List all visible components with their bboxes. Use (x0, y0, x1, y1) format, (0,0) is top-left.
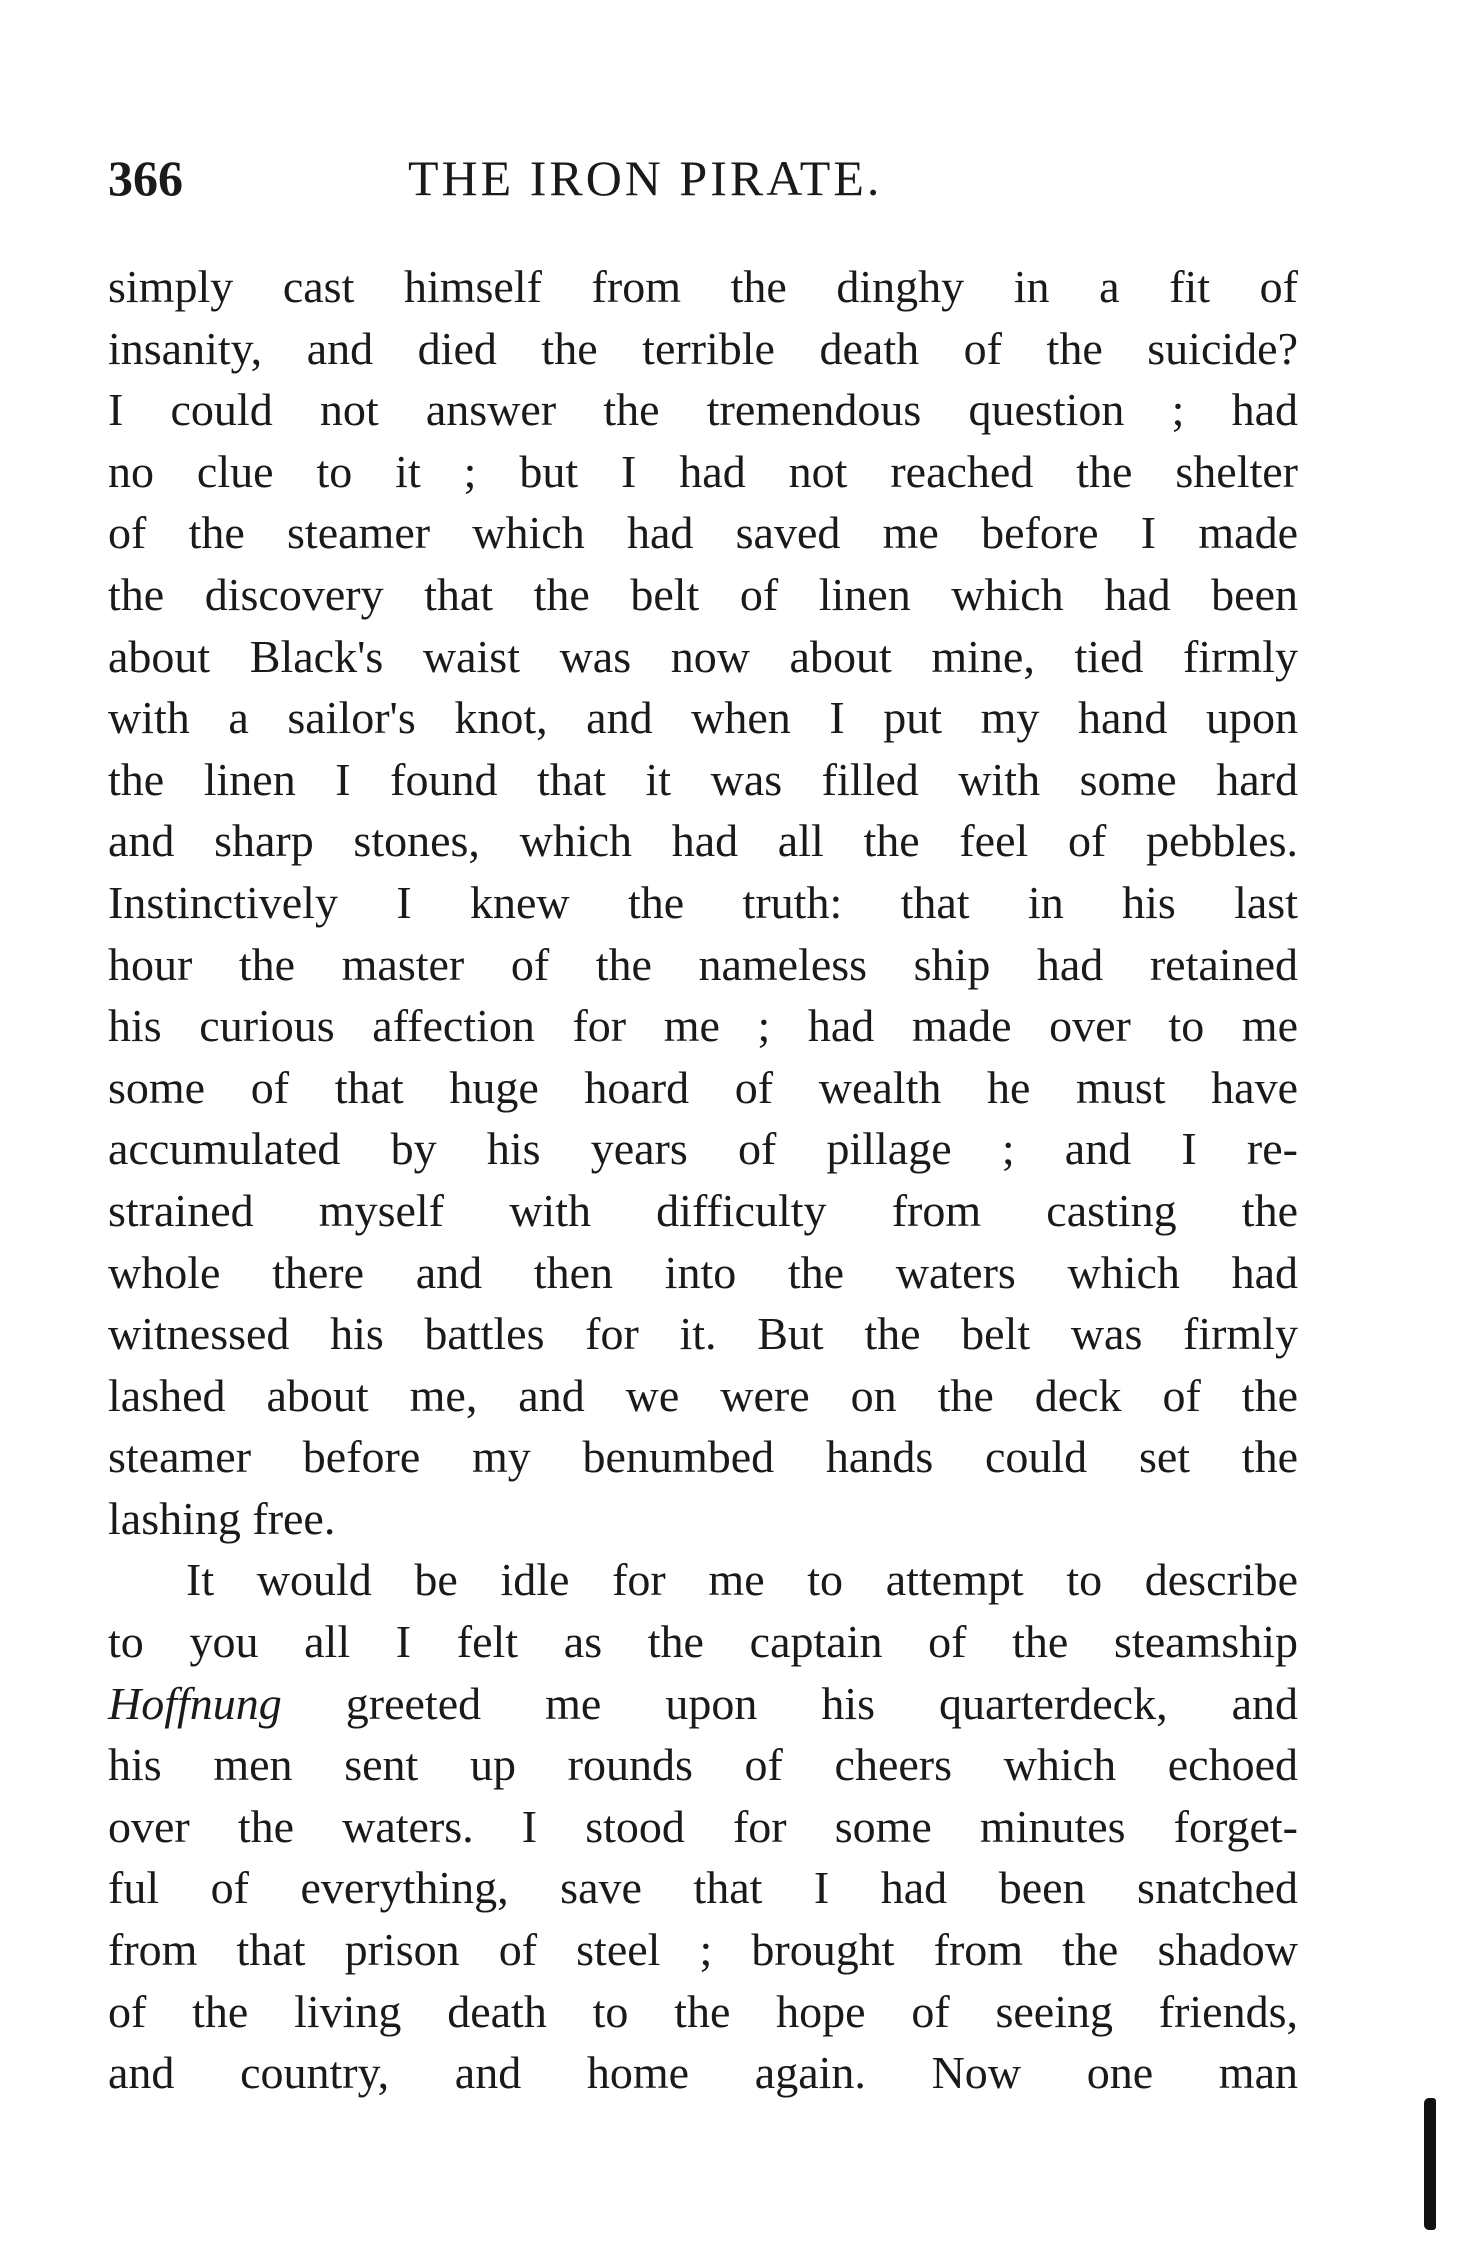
text-line: hour the master of the nameless ship had retained (108, 938, 1298, 990)
page-edge-mark (1424, 2098, 1436, 2230)
text-line: his curious affection for me ; had made over to me (108, 1000, 1298, 1052)
text-line: of the steamer which had saved me before I made (108, 507, 1298, 559)
page-number: 366 (108, 150, 183, 206)
text-line: lashing free. (108, 1492, 336, 1544)
page-header (108, 148, 1358, 208)
text-line: the linen I found that it was filled with some hard (108, 753, 1298, 805)
text-line: It would be idle for me to attempt to describe (186, 1554, 1298, 1606)
text-line: no clue to it ; but I had not reached the shelter (108, 445, 1298, 497)
text-line: insanity, and died the terrible death of the suicide? (108, 322, 1298, 374)
text-line: ful of everything, save that I had been snatched (108, 1862, 1298, 1914)
text-line: lashed about me, and we were on the deck of the (108, 1369, 1298, 1421)
paragraph-2 (108, 1549, 1298, 2103)
text-line: to you all I felt as the captain of the steamship (108, 1616, 1298, 1668)
paragraph-1 (108, 256, 1298, 1549)
text-line: strained myself with difficulty from casting the (108, 1184, 1298, 1236)
text-line: with a sailor's knot, and when I put my hand upon (108, 692, 1298, 744)
text-line: the discovery that the belt of linen which had been (108, 568, 1298, 620)
text-line: steamer before my benumbed hands could set the (108, 1431, 1298, 1483)
body-text (108, 256, 1298, 2104)
running-title: THE IRON PIRATE. (408, 150, 883, 206)
text-line: and sharp stones, which had all the feel of pebbles. (108, 815, 1298, 867)
text-line: simply cast himself from the dinghy in a fit of (108, 261, 1298, 312)
text-line: I could not answer the tremendous question ; had (108, 384, 1298, 436)
text-line: witnessed his battles for it. But the belt was firmly (108, 1308, 1298, 1360)
text-line: whole there and then into the waters which had (108, 1246, 1298, 1298)
text-line: some of that huge hoard of wealth he must have (108, 1061, 1298, 1113)
text-line: of the living death to the hope of seeing friends, (108, 1985, 1298, 2037)
text-line: from that prison of steel ; brought from the shadow (108, 1924, 1298, 1976)
text-line: over the waters. I stood for some minutes forget- (108, 1800, 1298, 1852)
text-line: and country, and home again. Now one man (108, 2047, 1298, 2099)
text-line: Instinctively I knew the truth: that in his last (108, 876, 1298, 928)
text-fragment: greeted me upon his quarterdeck, and (281, 1677, 1298, 1729)
text-line: accumulated by his years of pillage ; and I re- (108, 1123, 1298, 1175)
text-line: about Black's waist was now about mine, tied firmly (108, 630, 1298, 682)
text-line (108, 1673, 1298, 1735)
text-line: his men sent up rounds of cheers which echoed (108, 1739, 1298, 1791)
ship-name: Hoffnung (108, 1677, 282, 1729)
